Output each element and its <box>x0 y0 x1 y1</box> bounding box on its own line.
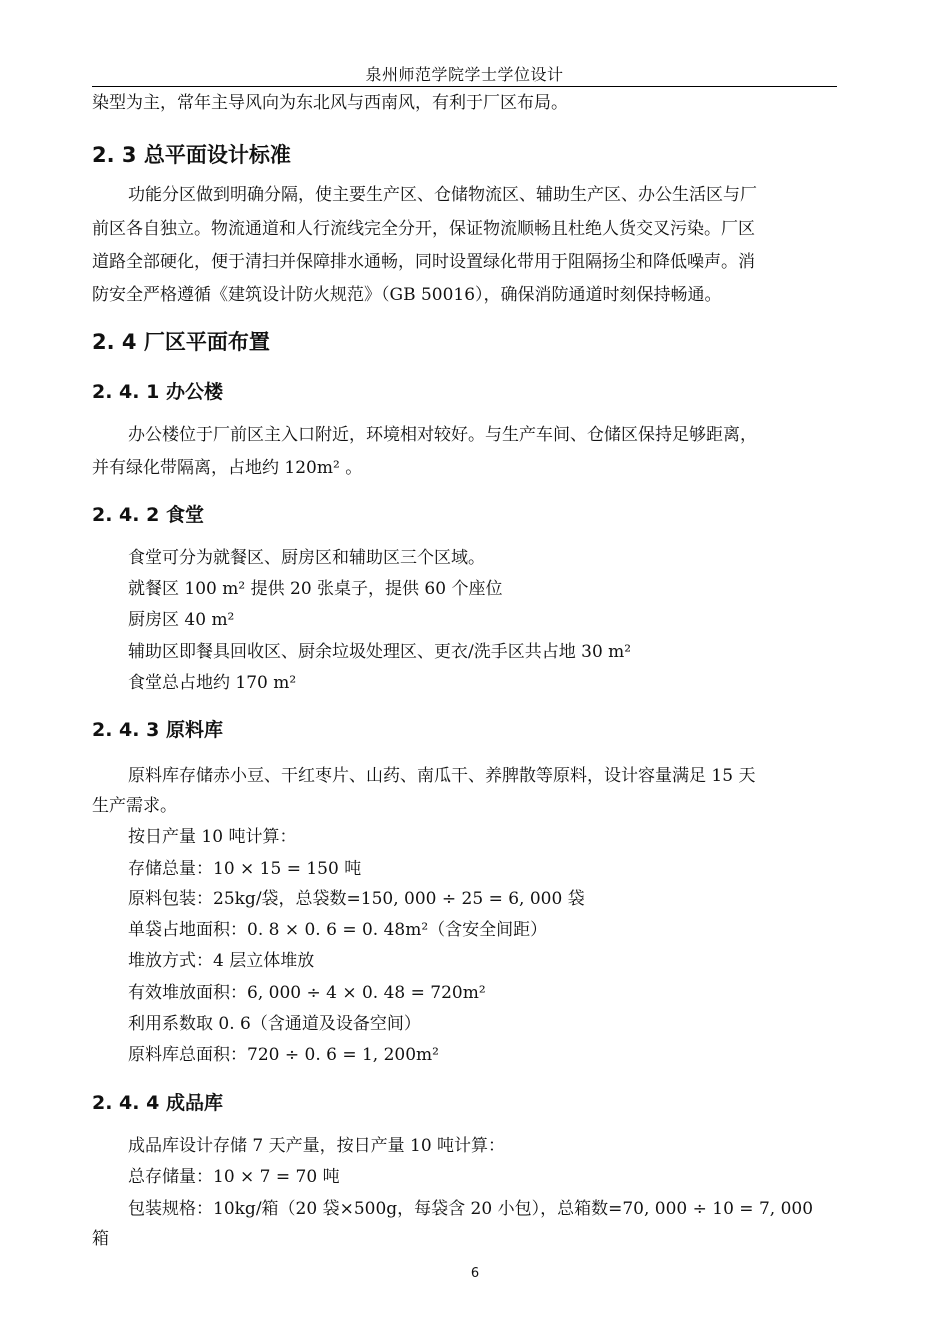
body-line: 原料库存储赤小豆、干红枣片、山药、南瓜干、养脾散等原料，设计容量满足 15 天 <box>128 766 756 786</box>
body-line: 就餐区 100 m² 提供 20 张桌子，提供 60 个座位 <box>128 579 503 599</box>
body-line: 有效堆放面积：6, 000 ÷ 4 × 0. 48 = 720m² <box>128 983 486 1003</box>
subsection-heading-2-4-4: 2. 4. 4 成品库 <box>92 1092 223 1114</box>
subsection-heading-2-4-3: 2. 4. 3 原料库 <box>92 719 223 741</box>
header-title: 泉州师范学院学士学位设计 <box>365 65 564 84</box>
body-line: 染型为主，常年主导风向为东北风与西南风，有利于厂区布局。 <box>92 93 568 113</box>
body-line: 生产需求。 <box>92 796 177 816</box>
body-line: 原料包装：25kg/袋，总袋数=150, 000 ÷ 25 = 6, 000 袋 <box>128 889 585 909</box>
body-line: 成品库设计存储 7 天产量，按日产量 10 吨计算： <box>128 1136 506 1156</box>
body-line: 原料库总面积：720 ÷ 0. 6 = 1, 200m² <box>128 1045 439 1065</box>
body-line: 单袋占地面积：0. 8 × 0. 6 = 0. 48m²（含安全间距） <box>128 920 548 940</box>
body-line: 利用系数取 0. 6（含通道及设备空间） <box>128 1014 421 1034</box>
body-line: 辅助区即餐具回收区、厨余垃圾处理区、更衣/洗手区共占地 30 m² <box>128 642 632 662</box>
body-line: 办公楼位于厂前区主入口附近，环境相对较好。与生产车间、仓储区保持足够距离， <box>128 425 757 445</box>
body-line: 食堂总占地约 170 m² <box>128 673 297 693</box>
body-line: 箱 <box>92 1229 109 1249</box>
body-line: 并有绿化带隔离，占地约 120m² 。 <box>92 458 363 478</box>
body-line: 道路全部硬化，便于清扫并保障排水通畅，同时设置绿化带用于阻隔扬尘和降低噪声。消 <box>92 252 755 272</box>
body-line: 食堂可分为就餐区、厨房区和辅助区三个区域。 <box>128 548 485 568</box>
subsection-heading-2-4-1: 2. 4. 1 办公楼 <box>92 381 223 403</box>
body-line: 堆放方式：4 层立体堆放 <box>128 951 315 971</box>
body-line: 按日产量 10 吨计算： <box>128 827 297 847</box>
body-line: 存储总量：10 × 15 = 150 吨 <box>128 859 362 879</box>
body-line: 防安全严格遵循《建筑设计防火规范》（GB 50016），确保消防通道时刻保持畅通。 <box>92 285 722 305</box>
body-line: 总存储量：10 × 7 = 70 吨 <box>128 1167 340 1187</box>
body-line: 厨房区 40 m² <box>128 610 235 630</box>
body-line: 功能分区做到明确分隔，使主要生产区、仓储物流区、辅助生产区、办公生活区与厂 <box>128 185 757 205</box>
page-number: 6 <box>470 1266 480 1281</box>
body-line: 前区各自独立。物流通道和人行流线完全分开，保证物流顺畅且杜绝人货交叉污染。厂区 <box>92 219 755 239</box>
header-rule <box>92 86 837 87</box>
subsection-heading-2-4-2: 2. 4. 2 食堂 <box>92 504 204 526</box>
section-heading-2-4: 2. 4 厂区平面布置 <box>92 330 270 354</box>
body-line: 包装规格：10kg/箱（20 袋×500g，每袋含 20 小包），总箱数=70, 000 ÷ 10 = 7, 000 <box>128 1199 814 1219</box>
section-heading-2-3: 2. 3 总平面设计标准 <box>92 143 291 167</box>
